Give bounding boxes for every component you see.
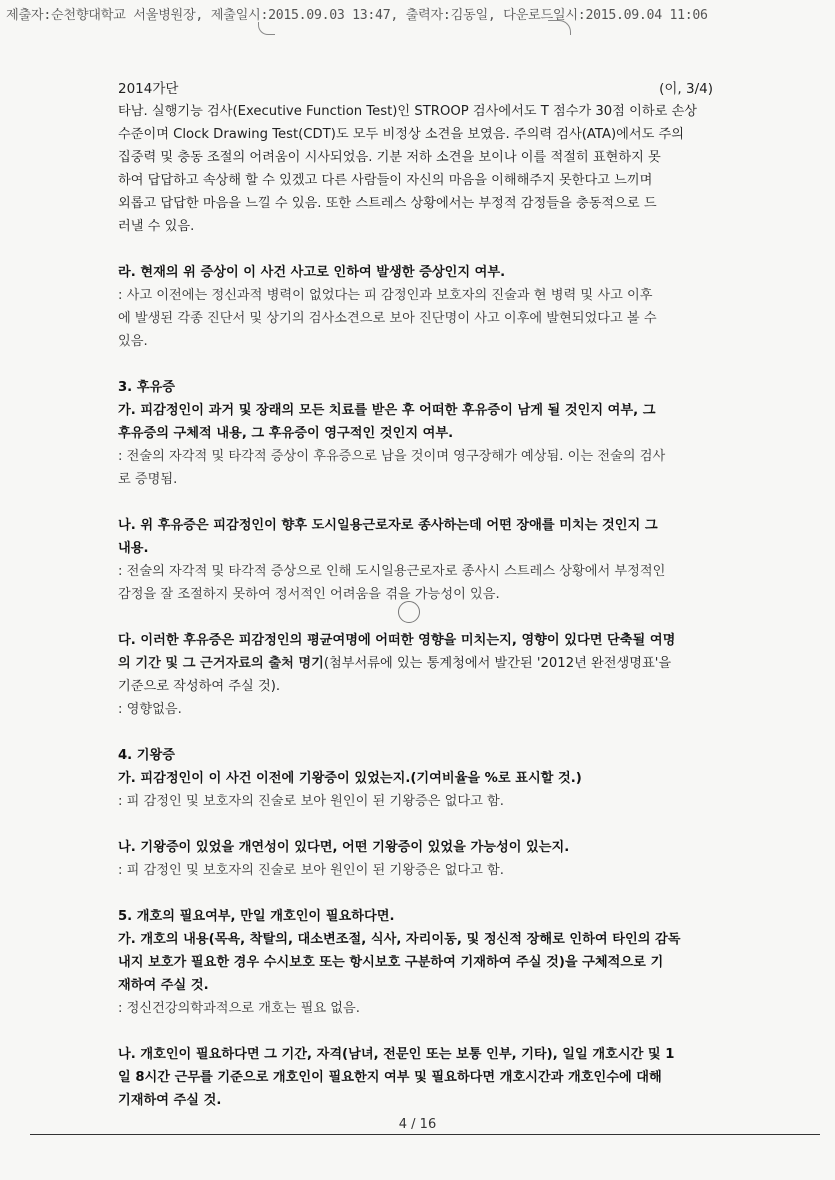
text-line: 외롭고 답답한 마음을 느낄 수 있음. 또한 스트레스 상황에서는 부정적 감정들을 충동적으로 드 — [118, 196, 657, 211]
scan-artifact-mark — [258, 22, 275, 35]
section-5-ga-answer: : 정신건강의학과적으로 개호는 필요 없음. — [118, 1001, 360, 1016]
text-line: 기재하여 주실 것. — [118, 1093, 222, 1108]
text-line: : 사고 이전에는 정신과적 병력이 없었다는 피 감정인과 보호자의 진술과 현 병력 및 사고 이후 — [118, 288, 653, 303]
case-number: 2014가단 — [118, 81, 179, 97]
section-4-title: 4. 기왕증 — [118, 748, 175, 763]
section-5-ga-heading — [118, 928, 730, 997]
text-line: 있음. — [118, 334, 148, 349]
text-line: 일 8시간 근무를 기준으로 개호인이 필요한지 여부 및 필요하다면 개호시간과 개호인수에 대해 — [118, 1070, 662, 1085]
text-line: 가. 피감정인이 과거 및 장래의 모든 치료를 받은 후 어떠한 후유증이 남게 될 것인지 여부, 그 — [118, 403, 656, 418]
text-span: (첨부서류에 있는 통계청에서 발간된 '2012년 완전생명표'을 — [323, 656, 672, 671]
text-line: 에 발생된 각종 진단서 및 상기의 검사소견으로 보아 진단명이 사고 이후에 발현되었다고 볼 수 — [118, 311, 657, 326]
page-number: 4 / 16 — [398, 1117, 437, 1132]
section-3-title: 3. 후유증 — [118, 380, 175, 395]
text-line: 나. 위 후유증은 피감정인이 향후 도시일용근로자로 종사하는데 어떤 장애를 미치는 것인지 그 — [118, 518, 658, 533]
text-line: 후유증의 구체적 내용, 그 후유증이 영구적인 것인지 여부. — [118, 426, 454, 441]
footer-divider — [30, 1134, 820, 1135]
text-line: 내지 보호가 필요한 경우 수시보호 또는 항시보호 구분하여 기재하여 주실 것)을 구체적으로 기 — [118, 955, 664, 970]
ra-heading: 라. 현재의 위 증상이 이 사건 사고로 인하여 발생한 증상인지 여부. — [118, 265, 506, 280]
text-line: 러낼 수 있음. — [118, 219, 195, 234]
submission-stamp: 제출자:순천향대학교 서울병원장, 제출일시:2015.09.03 13:47, 출력자:김동일, 다운로드일시:2015.09.04 11:06 — [6, 8, 708, 23]
section-4-ga-heading: 가. 피감정인이 이 사건 이전에 기왕증이 있었는지.(기여비율을 %로 표시할 것.) — [118, 771, 582, 786]
text-line: 수준이며 Clock Drawing Test(CDT)도 모두 비정상 소견을 보였음. 주의력 검사(ATA)에서도 주의 — [118, 127, 685, 142]
text-line: 가. 개호의 내용(목욕, 착탈의, 대소변조절, 식사, 자리이동, 및 정신적 장해로 인하여 타인의 감독 — [118, 932, 681, 947]
text-line: 나. 개호인이 필요하다면 그 기간, 자격(남녀, 전문인 또는 보통 인부, 기타), 일일 개호시간 및 1 — [118, 1047, 675, 1062]
section-5-na-heading — [118, 1043, 730, 1112]
section-5-title: 5. 개호의 필요여부, 만일 개호인이 필요하다면. — [118, 909, 395, 924]
text-line: 내용. — [118, 541, 149, 556]
section-4-na-heading: 나. 기왕증이 있었을 개연성이 있다면, 어떤 기왕증이 있었을 가능성이 있는지. — [118, 840, 570, 855]
text-line: : 전술의 자각적 및 타각적 증상으로 인해 도시일용근로자로 종사시 스트레스 상황에서 부정적인 — [118, 564, 666, 579]
section-3-ga-heading — [118, 399, 730, 445]
text-line: 하여 답답하고 속상해 할 수 있겠고 다른 사람들이 자신의 마음을 이해해주지 못한다고 느끼며 — [118, 173, 653, 188]
ra-answer — [118, 284, 730, 353]
text-line — [118, 652, 730, 675]
section-4-na-answer: : 피 감정인 및 보호자의 진술로 보아 원인이 된 기왕증은 없다고 함. — [118, 863, 504, 878]
text-line: 집중력 및 충동 조절의 어려움이 시사되었음. 기분 저하 소견을 보이나 이를 적절히 표현하지 못 — [118, 150, 661, 165]
section-4-ga-answer: : 피 감정인 및 보호자의 진술로 보아 원인이 된 기왕증은 없다고 함. — [118, 794, 504, 809]
section-3-da-heading — [118, 629, 730, 698]
page-reference: (이, 3/4) — [659, 81, 713, 97]
text-line: 다. 이러한 후유증은 피감정인의 평균여명에 어떠한 영향을 미치는지, 영향이 있다면 단축될 여명 — [118, 633, 676, 648]
intro-paragraph — [118, 100, 730, 238]
text-line: 재하여 주실 것. — [118, 978, 209, 993]
text-span: 의 기간 및 그 근거자료의 출처 명기 — [118, 656, 324, 671]
text-line: 감정을 잘 조절하지 못하여 정서적인 어려움을 겪을 가능성이 있음. — [118, 587, 500, 602]
section-3-da-answer: : 영향없음. — [118, 702, 182, 717]
text-line: 로 증명됨. — [118, 472, 178, 487]
stamp-circle-mark — [398, 601, 420, 623]
section-3-ga-answer — [118, 445, 730, 491]
section-3-na-answer — [118, 560, 730, 606]
text-line: : 전술의 자각적 및 타각적 증상이 후유증으로 남을 것이며 영구장해가 예상됨. 이는 전술의 검사 — [118, 449, 666, 464]
section-3-na-heading — [118, 514, 730, 560]
text-line: 기준으로 작성하여 주실 것). — [118, 679, 281, 694]
text-line: 타남. 실행기능 검사(Executive Function Test)인 STROOP 검사에서도 T 점수가 30점 이하로 손상 — [118, 104, 697, 119]
document-body — [118, 100, 730, 1112]
